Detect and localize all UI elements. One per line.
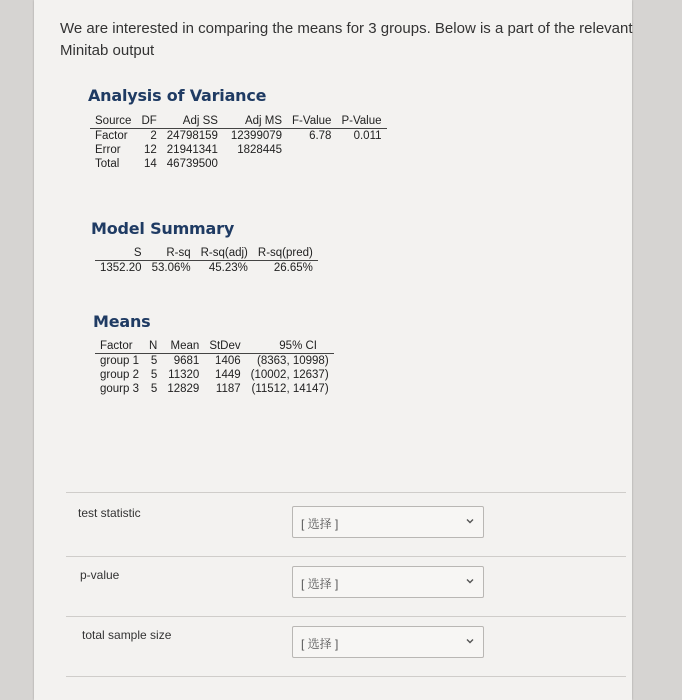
chevron-down-icon [465,516,475,526]
select-value: [ 选择 ] [301,577,339,591]
table-row [90,143,387,157]
table-cell: (11512, 14147) [251,383,329,395]
table-cell: 1828445 [237,144,283,156]
means-header-row [95,339,334,354]
table-cell: 14 [143,158,157,170]
question-label-p-value: p-value [80,568,120,582]
table-cell: 24798159 [166,130,218,142]
table-cell [336,157,386,171]
means-header-n: N [144,339,162,354]
table-cell: group 1 [100,355,140,367]
means-title: Means [93,312,151,331]
chevron-down-icon [465,576,475,586]
question-text: We are interested in comparing the means for 3 groups. Below is a part of the relevant Minitab output [60,20,633,59]
table-cell: 0.011 [353,130,382,142]
table-cell [336,143,386,157]
table-cell: 1449 [215,369,241,381]
p-value-select[interactable] [292,566,484,598]
model-summary-header-rsqpred: R-sq(pred) [253,246,318,261]
table-cell: 12829 [167,383,200,395]
divider [66,616,626,617]
anova-title: Analysis of Variance [88,86,267,105]
select-value: [ 选择 ] [301,637,339,651]
anova-header-fvalue: F-Value [287,114,336,129]
table-cell [287,143,336,157]
table-cell: (8363, 10998) [257,355,329,367]
table-cell: 45.23% [208,262,248,274]
anova-header-source: Source [90,114,136,129]
table-row [90,129,387,144]
table-cell: group 2 [100,369,140,381]
select-value: [ 选择 ] [301,517,339,531]
table-cell: 53.06% [151,262,191,274]
anova-header-row [90,114,387,129]
means-header-factor: Factor [95,339,144,354]
table-cell [223,157,287,171]
table-cell: 1406 [215,355,241,367]
table-row [95,261,318,276]
table-row [95,368,334,382]
means-table [95,339,334,396]
table-cell: 1187 [215,383,241,395]
anova-table [90,114,387,171]
divider [66,676,626,677]
total-sample-size-select[interactable] [292,626,484,658]
table-cell: gourp 3 [100,383,140,395]
table-cell: 12399079 [230,130,283,142]
table-cell: Total [95,158,120,170]
table-cell: 11320 [168,369,200,381]
table-cell: 6.78 [309,130,332,142]
table-cell: 26.65% [273,262,313,274]
table-cell: Factor [95,130,128,142]
table-cell: 5 [150,369,158,381]
question-label-test-statistic: test statistic [78,506,141,520]
model-summary-header-s: S [95,246,147,261]
model-summary-header-rsqadj: R-sq(adj) [196,246,253,261]
table-row [95,354,334,369]
table-cell: 1352.20 [100,262,142,274]
table-cell [287,157,336,171]
anova-header-df: DF [136,114,161,129]
anova-header-adjss: Adj SS [162,114,223,129]
divider [66,556,626,557]
means-header-ci: 95% CI [246,339,334,354]
table-row [90,157,387,171]
table-cell: Error [95,144,121,156]
model-summary-header-rsq: R-sq [147,246,196,261]
chevron-down-icon [465,636,475,646]
table-cell: 5 [150,355,158,367]
table-row [95,382,334,396]
model-summary-table [95,246,318,275]
table-cell: 46739500 [166,158,218,170]
table-cell: 5 [150,383,158,395]
table-cell: 21941341 [166,144,218,156]
table-cell: 12 [143,144,157,156]
anova-header-adjms: Adj MS [223,114,287,129]
question-label-total-sample-size: total sample size [82,628,172,642]
table-cell: 9681 [173,355,200,367]
means-header-stdev: StDev [204,339,245,354]
test-statistic-select[interactable] [292,506,484,538]
table-cell: (10002, 12637) [250,369,329,381]
means-header-mean: Mean [162,339,204,354]
model-summary-header-row [95,246,318,261]
model-summary-title: Model Summary [91,219,235,238]
divider [66,492,626,493]
anova-header-pvalue: P-Value [336,114,386,129]
table-cell: 2 [150,130,157,142]
